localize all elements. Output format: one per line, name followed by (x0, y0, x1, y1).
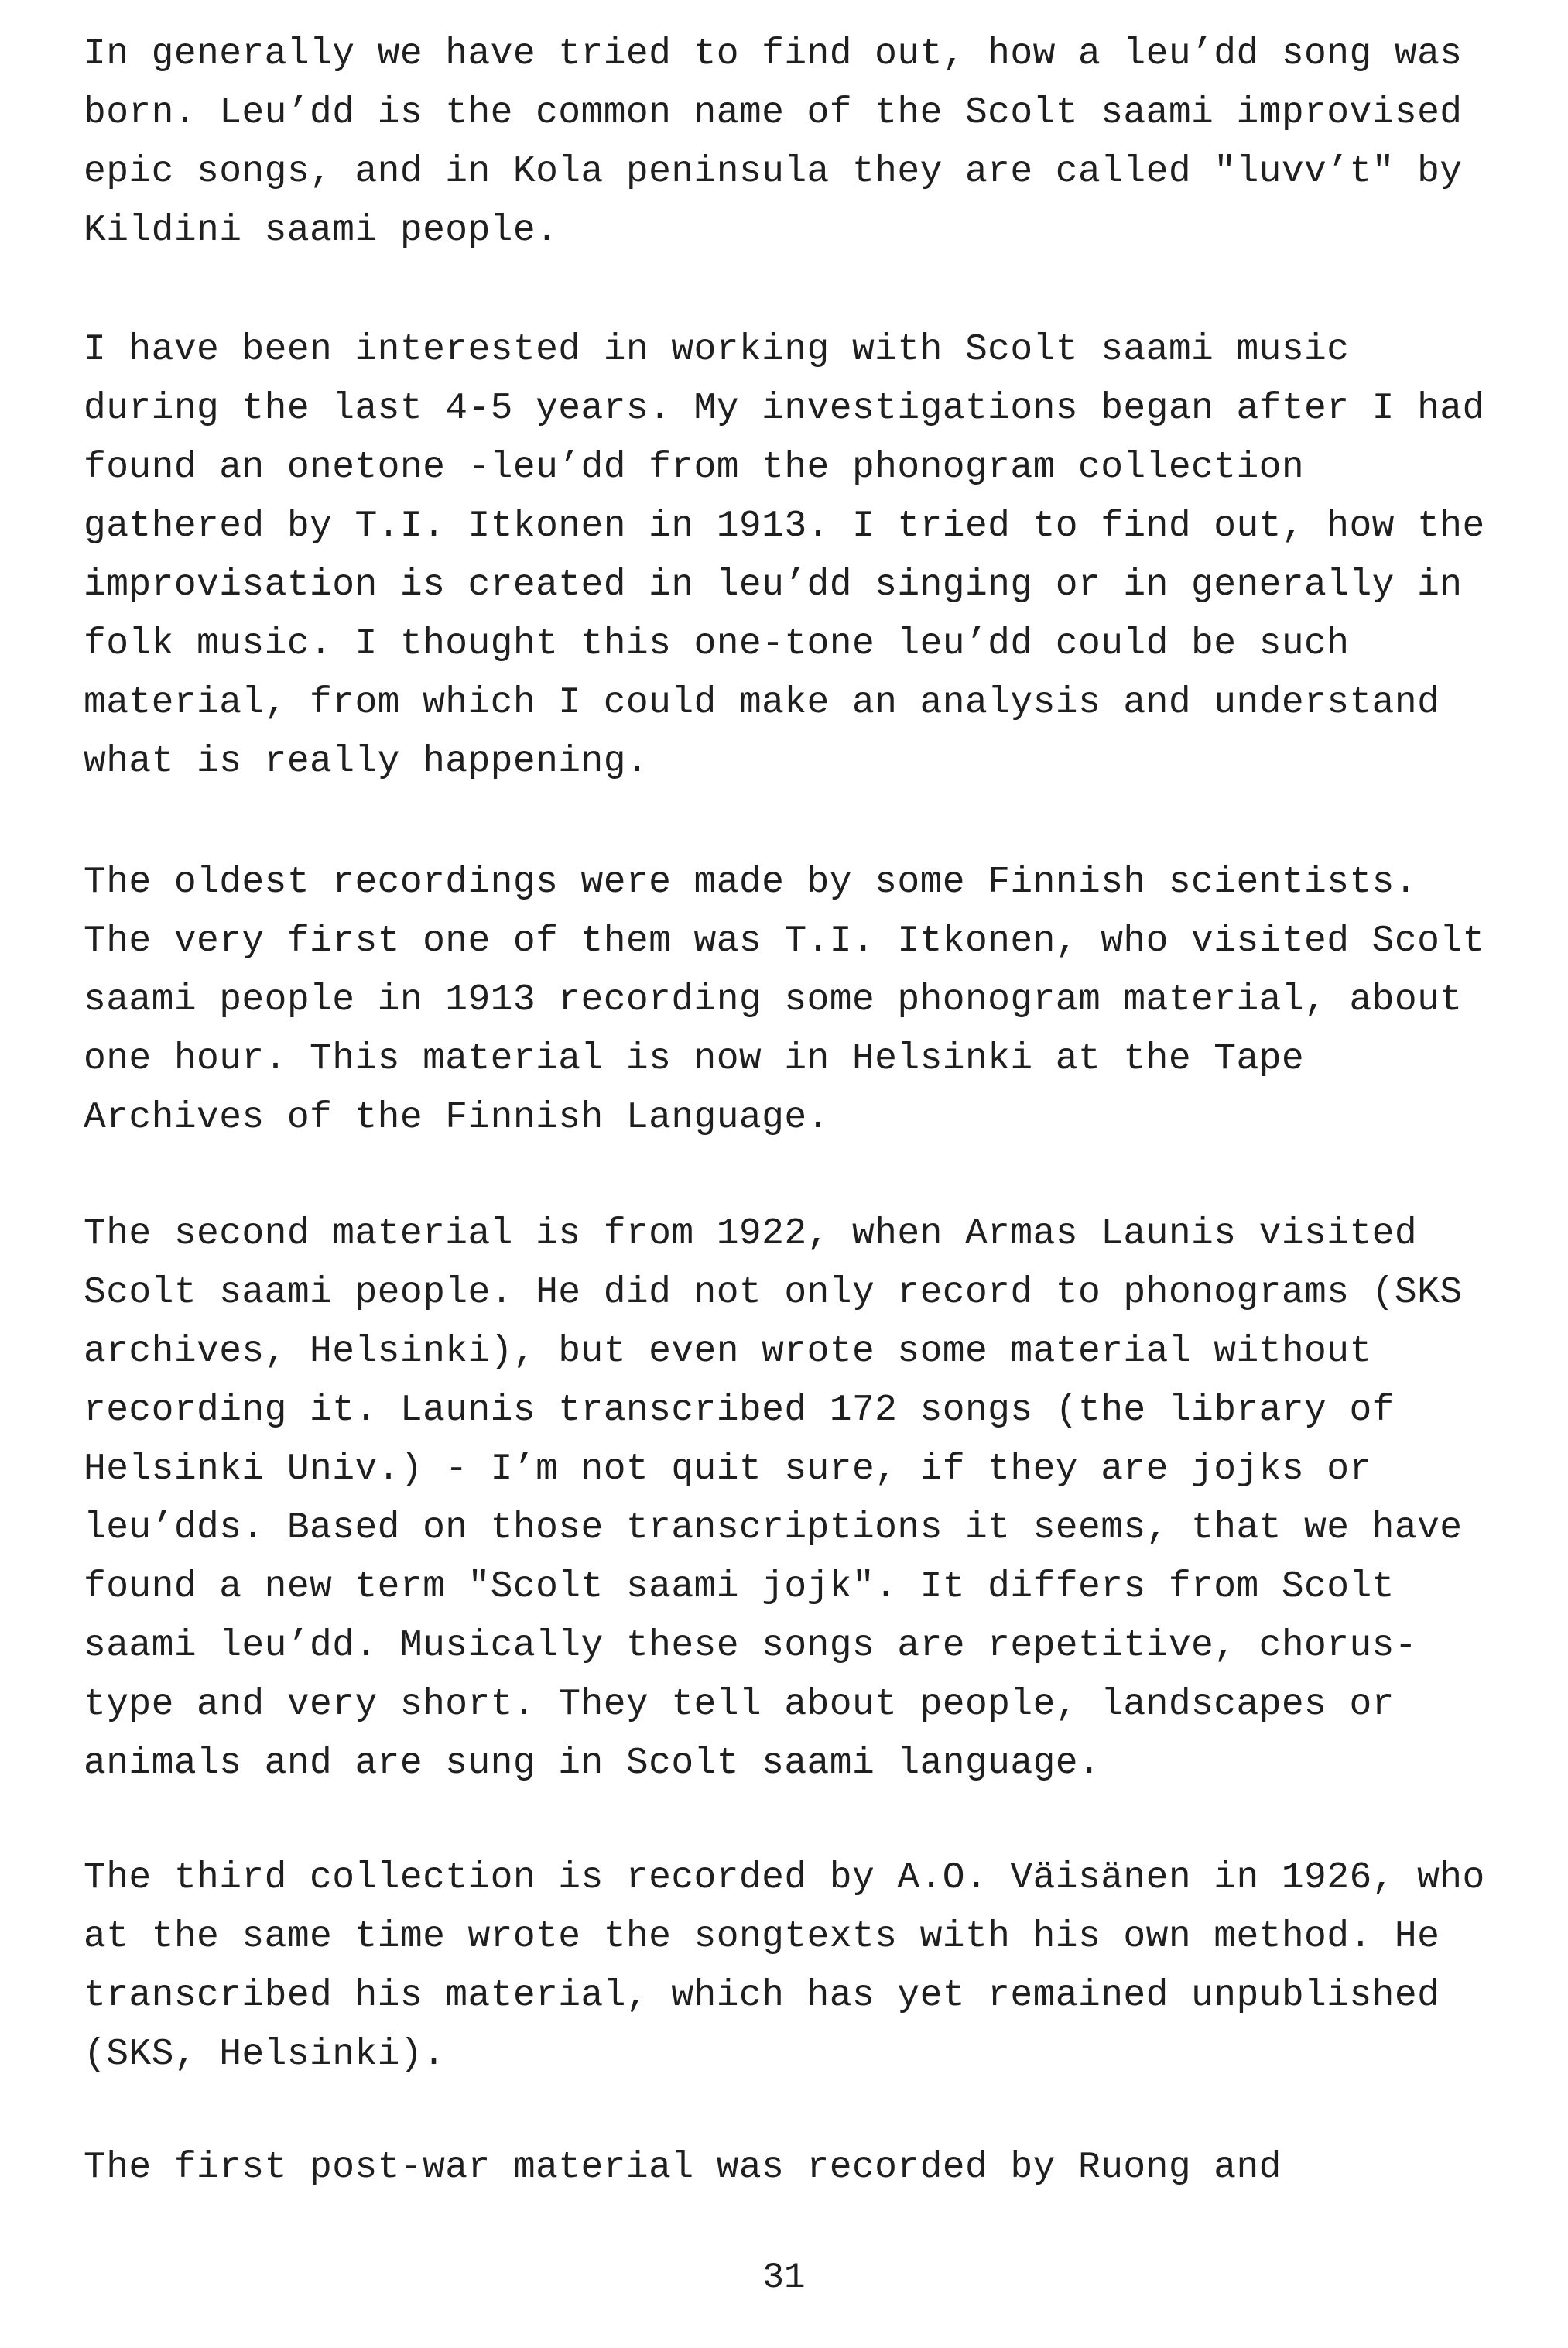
text-line: folk music. I thought this one-tone leu’dd could be such (84, 623, 1350, 665)
text-line: The first post-war material was recorded by Ruong and (84, 2147, 1282, 2189)
text-line: In generally we have tried to find out, how a leu’dd song was (84, 33, 1463, 75)
text-line: archives, Helsinki), but even wrote some material without (84, 1331, 1372, 1373)
text-line: found a new term "Scolt saami jojk". It differs from Scolt (84, 1566, 1395, 1608)
text-line: type and very short. They tell about people, landscapes or (84, 1684, 1395, 1726)
text-line: at the same time wrote the songtexts with his own method. He (84, 1916, 1440, 1958)
paragraph-2 (84, 320, 1485, 791)
text-line: recording it. Launis transcribed 172 songs (the library of (84, 1390, 1395, 1431)
text-line: Helsinki Univ.) - I’m not quit sure, if they are jojks or (84, 1448, 1372, 1490)
text-line: (SKS, Helsinki). (84, 2034, 446, 2075)
text-line: born. Leu’dd is the common name of the Scolt saami improvised (84, 92, 1463, 134)
text-line: animals and are sung in Scolt saami language. (84, 1743, 1101, 1784)
text-line: gathered by T.I. Itkonen in 1913. I tried to find out, how the (84, 506, 1485, 547)
text-line: Scolt saami people. He did not only record to phonograms (SKS (84, 1272, 1463, 1314)
text-line: epic songs, and in Kola peninsula they are called "luvv’t" by (84, 151, 1463, 193)
text-line: The second material is from 1922, when Armas Launis visited (84, 1213, 1418, 1255)
page-number: 31 (762, 2257, 806, 2298)
paragraph-5 (84, 1849, 1485, 2084)
text-line: one hour. This material is now in Helsinki at the Tape (84, 1038, 1305, 1080)
text-line: Kildini saami people. (84, 210, 559, 252)
text-line: saami people in 1913 recording some phonogram material, about (84, 979, 1463, 1021)
paragraph-3 (84, 853, 1485, 1147)
paragraph-4 (84, 1205, 1463, 1793)
text-line: The third collection is recorded by A.O. Väisänen in 1926, who (84, 1857, 1485, 1899)
text-line: transcribed his material, which has yet remained unpublished (84, 1975, 1440, 2017)
paragraph-6 (84, 2138, 1282, 2197)
text-line: found an onetone -leu’dd from the phonogram collection (84, 447, 1305, 488)
paragraph-1 (84, 25, 1463, 260)
text-line: The very first one of them was T.I. Itkonen, who visited Scolt (84, 920, 1485, 962)
text-line: leu’dds. Based on those transcriptions it seems, that we have (84, 1507, 1463, 1549)
text-line: Archives of the Finnish Language. (84, 1097, 830, 1139)
text-line: what is really happening. (84, 741, 649, 783)
text-line: during the last 4-5 years. My investigations began after I had (84, 388, 1485, 430)
text-line: material, from which I could make an analysis and understand (84, 682, 1440, 724)
text-line: saami leu’dd. Musically these songs are repetitive, chorus- (84, 1625, 1418, 1667)
text-line: improvisation is created in leu’dd singing or in generally in (84, 564, 1463, 606)
text-line: I have been interested in working with Scolt saami music (84, 329, 1350, 371)
text-line: The oldest recordings were made by some Finnish scientists. (84, 862, 1418, 903)
